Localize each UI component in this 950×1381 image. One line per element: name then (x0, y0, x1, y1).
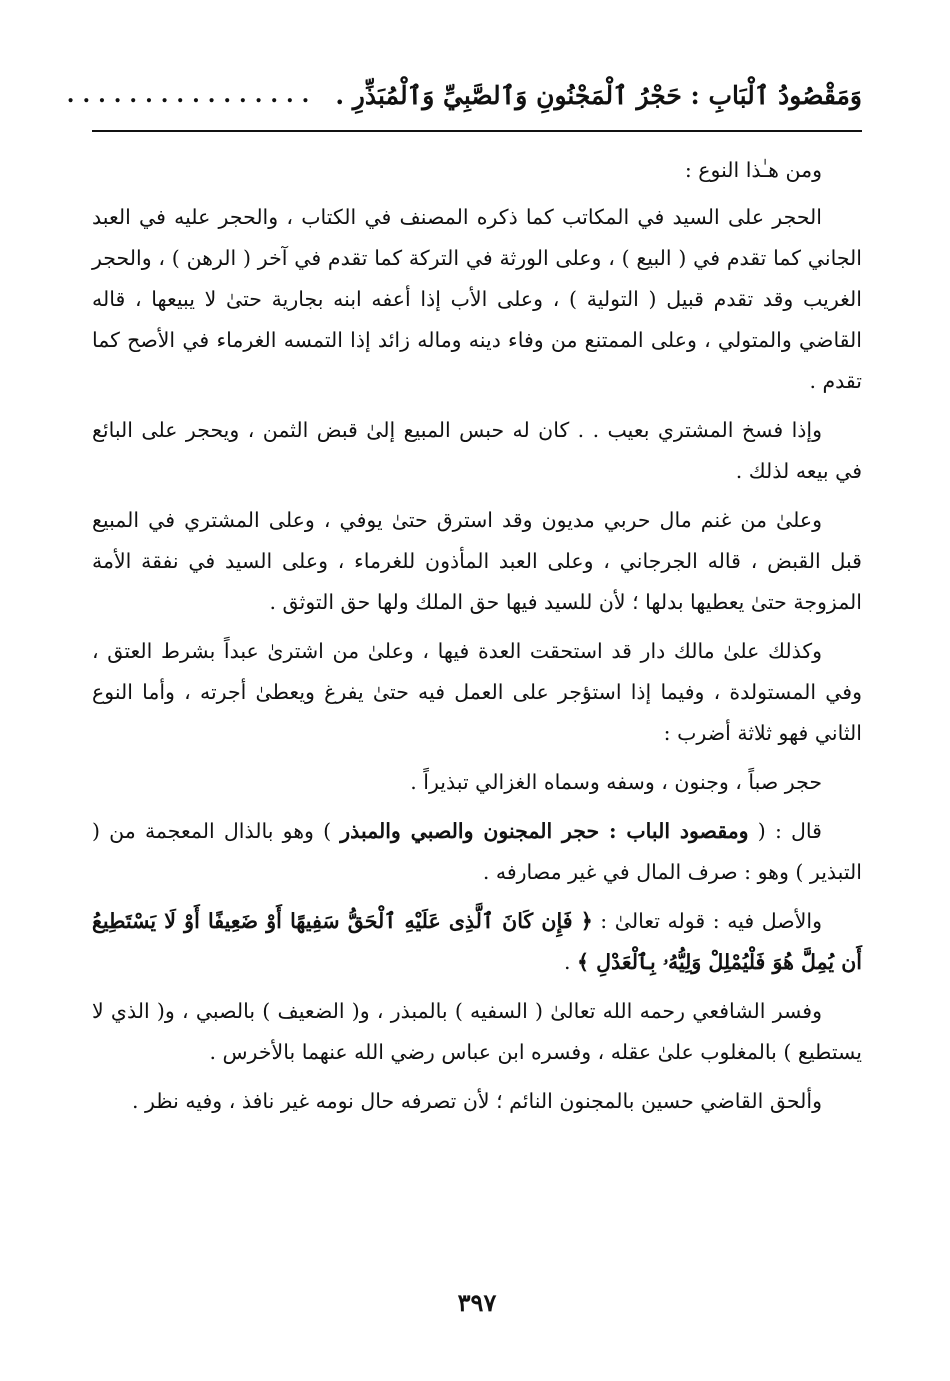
header-leader-dots: ................ (66, 82, 318, 108)
running-header (66, 70, 862, 132)
paragraph-5: حجر صباً ، وجنون ، وسفه وسماه الغزالي تبذيراً . (410, 770, 822, 794)
quran-verse: ﴿ فَإِن كَانَ ٱلَّذِى عَلَيْهِ ٱلْحَقُّ سَفِيهًا أَوْ ضَعِيفًا أَوْ لَا يَسْتَطِيعُ أَن يُمِلَّ هُوَ فَلْيُمْلِلْ وَلِيُّهُۥ بِٱلْعَدْلِ ﴾ (92, 909, 862, 974)
paragraph-6-rest: ) وهو بالذال المعجمة من ( التبذير ) وهو : صرف المال في غير مصارفه . (92, 819, 862, 884)
matn-quote: ومقصود الباب : حجر المجنون والصبي والمبذر (340, 819, 749, 843)
paragraph-6 (92, 811, 862, 893)
paragraph-2: وإذا فسخ المشتري بعيب . . كان له حبس المبيع إلىٰ قبض الثمن ، ويحجر على البائع في بيعه لذلك . (92, 418, 862, 483)
intro-line: ومن هـٰذا النوع : (684, 158, 822, 182)
book-page (66, 70, 862, 1320)
paragraph-9: وألحق القاضي حسين بالمجنون النائم ؛ لأن تصرفه حال نومه غير نافذ ، وفيه نظر . (131, 1089, 822, 1113)
paragraph-4: وكذلك علىٰ مالك دار قد استحقت العدة فيها ، وعلىٰ من اشترىٰ عبداً بشرط العتق ، وفي المستولدة ، وفيما إذا استؤجر على العمل فيه حتىٰ يفرغ ويعطىٰ أجرته ، وأما النوع الثاني فهو ثلاثة أضرب : (92, 639, 862, 745)
paragraph-6-lead: قال : ( (748, 819, 822, 843)
paragraph-1: الحجر على السيد في المكاتب كما ذكره المصنف في الكتاب ، والحجر عليه في العبد الجاني كما تقدم في ( البيع ) ، وعلى الورثة في التركة كما تقدم في آخر ( الرهن ) ، والحجر الغريب وقد تقدم قبيل ( التولية ) ، وعلى الأب إذا أعفه ابنه بجارية حتىٰ لا يبيعها ، قاله القاضي والمتولي ، وعلى الممتنع من وفاء دينه وماله زائد إذا التمسه الغرماء في الأصح كما تقدم . (92, 205, 862, 393)
page-body (92, 150, 862, 1122)
page-number: ٣٩٧ (457, 1288, 497, 1317)
paragraph-7-lead: والأصل فيه : قوله تعالىٰ : (592, 909, 822, 933)
paragraph-7-end: . (563, 950, 578, 974)
paragraph-3: وعلىٰ من غنم مال حربي مديون وقد استرق حتىٰ يوفي ، وعلى المشتري في المبيع قبل القبض ، قاله الجرجاني ، وعلى العبد المأذون للغرماء ، وعلى السيد في نفقة الأمة المزوجة حتىٰ يعطيها بدلها ؛ لأن للسيد فيها حق الملك ولها حق التوثق . (92, 508, 862, 614)
paragraph-7 (92, 901, 862, 983)
paragraph-8: وفسر الشافعي رحمه الله تعالىٰ ( السفيه ) بالمبذر ، و( الضعيف ) بالصبي ، و( الذي لا يستطيع ) بالمغلوب علىٰ عقله ، وفسره ابن عباس رضي الله عنهما بالأخرس . (92, 999, 862, 1064)
header-title: وَمَقْصُودُ ٱلْبَابِ : حَجْرُ ٱلْمَجْنُونِ وَٱلصَّبِيِّ وَٱلْمُبَذِّرِ . (335, 80, 862, 110)
